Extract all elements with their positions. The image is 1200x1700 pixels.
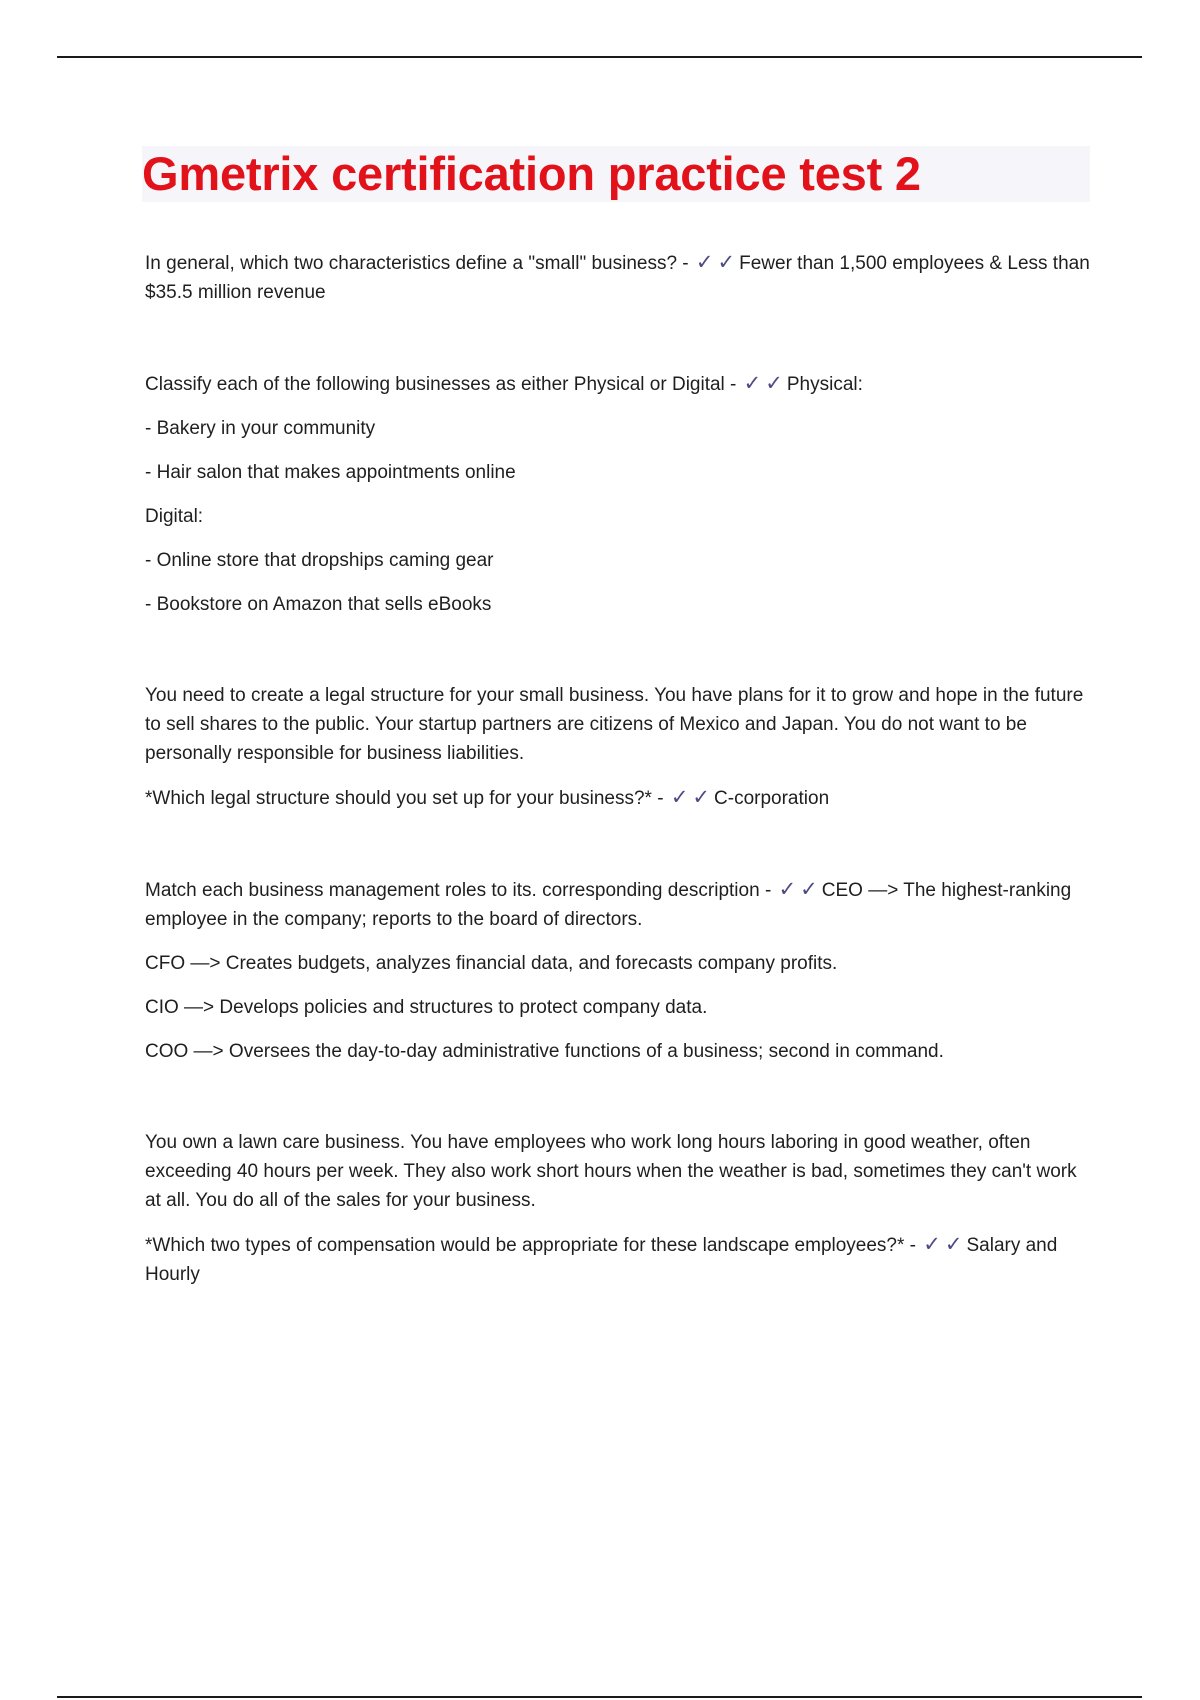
title-band <box>142 146 1090 202</box>
bottom-rule <box>57 1696 1142 1698</box>
double-check-icon: ✓✓ <box>670 786 715 809</box>
question-5-context: You own a lawn care business. You have employees who work long hours laboring in good weather, often exceeding 40 hours per week. They also work short hours when the weather is bad, sometimes they can't work at all. You do all of the sales for your business. <box>145 1132 1077 1211</box>
double-check-icon: ✓✓ <box>695 251 740 274</box>
list-item: - Hair salon that makes appointments online <box>145 462 516 483</box>
double-check-icon: ✓✓ <box>778 878 822 901</box>
question-4 <box>145 875 1090 1066</box>
question-4-text <box>145 875 1090 934</box>
question-5 <box>145 1128 1090 1289</box>
list-item: COO —> Oversees the day-to-day administrative functions of a business; second in command. <box>145 1041 944 1062</box>
question-2 <box>145 369 1090 619</box>
page-title: Gmetrix certification practice test 2 <box>142 147 921 200</box>
document-body <box>142 146 1090 1289</box>
question-1 <box>145 248 1090 307</box>
list-item: CFO —> Creates budgets, analyzes financial data, and forecasts company profits. <box>145 953 838 974</box>
question-2-answer: Physical: <box>786 374 863 395</box>
list-item: - Online store that dropships caming gear <box>145 550 494 571</box>
question-3-text <box>145 783 1090 813</box>
question-4-answer: CEO —> The highest-ranking employee in the company; reports to the board of directors. <box>145 880 1072 930</box>
list-item: - Bakery in your community <box>145 418 376 439</box>
question-3-prompt: *Which legal structure should you set up for your business?* - <box>145 788 664 809</box>
question-3-answer: C-corporation <box>714 788 830 809</box>
list-item: Digital: <box>145 506 204 527</box>
question-5-prompt: *Which two types of compensation would be appropriate for these landscape employees?* - <box>145 1235 916 1256</box>
question-4-prompt: Match each business management roles to its. corresponding description - <box>145 880 772 901</box>
question-1-answer: Fewer than 1,500 employees & Less than $35.5 million revenue <box>145 253 1090 303</box>
question-2-text <box>145 369 1090 399</box>
question-5-answer: Salary and Hourly <box>145 1235 1058 1285</box>
question-1-prompt: In general, which two characteristics define a "small" business? - <box>145 253 689 274</box>
double-check-icon: ✓✓ <box>743 372 787 395</box>
double-check-icon: ✓✓ <box>923 1233 967 1256</box>
question-2-prompt: Classify each of the following businesses as either Physical or Digital - <box>145 374 737 395</box>
question-1-text <box>145 248 1090 307</box>
question-3-context: You need to create a legal structure for your small business. You have plans for it to grow and hope in the future to sell shares to the public. Your startup partners are citizens of Mexico and Japan. You do not want to be personally responsible for business liabilities. <box>145 685 1084 764</box>
question-3 <box>145 681 1090 813</box>
question-5-text <box>145 1230 1090 1289</box>
list-item: - Bookstore on Amazon that sells eBooks <box>145 594 492 615</box>
top-rule <box>57 56 1142 58</box>
list-item: CIO —> Develops policies and structures to protect company data. <box>145 997 708 1018</box>
